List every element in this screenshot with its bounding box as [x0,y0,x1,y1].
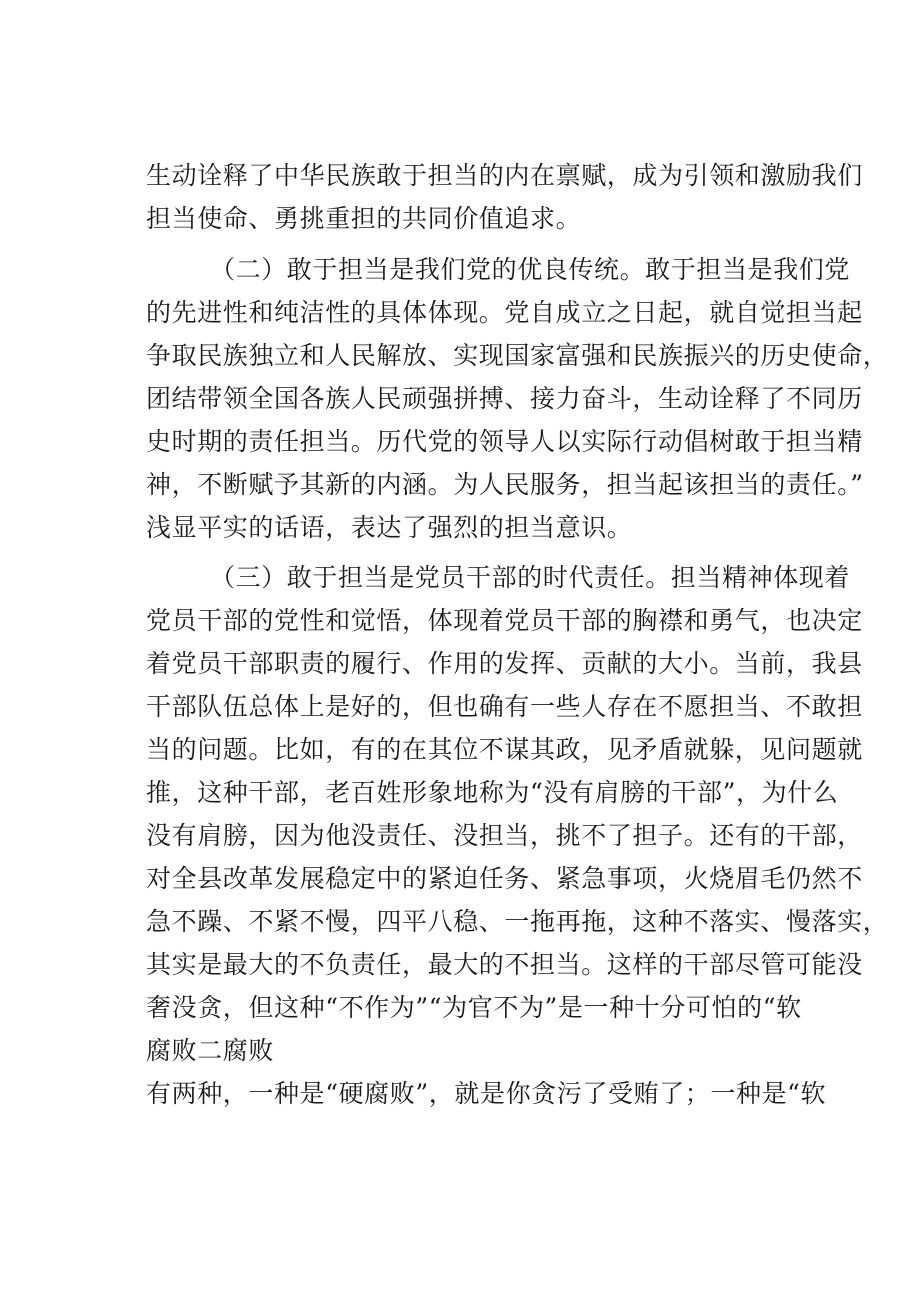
text-line: 推，这种干部，老百姓形象地称为“没有肩膀的干部”，为什么 [146,778,839,807]
text-line: 生动诠释了中华民族敢于担当的内在禀赋，成为引领和激励我们 [146,161,863,190]
text-line: 史时期的责任担当。历代党的领导人以实际行动倡树敢于担当精 [146,427,863,456]
text-line: （三）敢于担当是党员干部的时代责任。担当精神体现着 [210,563,851,592]
text-line: 奢没贪，但这种“不作为”“为官不为”是一种十分可怕的“软 [146,993,802,1022]
text-line: 干部队伍总体上是好的，但也确有一些人存在不愿担当、不敢担 [146,692,863,721]
text-line: 神，不断赋予其新的内涵。为人民服务，担当起该担当的责任。” [146,470,864,499]
text-line: 急不躁、不紧不慢，四平八稳、一拖再拖，这种不落实、慢落实， [146,907,889,936]
text-line: 没有肩膀，因为他没责任、没担当，挑不了担子。还有的干部， [146,821,863,850]
text-line: 腐败二腐败 [146,1036,275,1065]
text-line: 担当使命、勇挑重担的共同价值追求。 [146,204,582,233]
text-line: 党员干部的党性和觉悟，体现着党员干部的胸襟和勇气，也决定 [146,606,863,635]
text-line: 其实是最大的不负责任，最大的不担当。这样的干部尽管可能没 [146,950,863,979]
text-line: 当的问题。比如，有的在其位不谋其政，见矛盾就躲，见问题就 [146,735,863,764]
text-line: 浅显平实的话语，表达了强烈的担当意识。 [146,513,633,542]
text-line: 争取民族独立和人民解放、实现国家富强和民族振兴的历史使命， [146,341,889,370]
text-line: 对全县改革发展稳定中的紧迫任务、紧急事项，火烧眉毛仍然不 [146,864,863,893]
text-line: 有两种，一种是“硬腐败”，就是你贪污了受贿了；一种是“软 [146,1079,827,1108]
text-line: 团结带领全国各族人民顽强拼搏、接力奋斗，生动诠释了不同历 [146,384,863,413]
text-line: 的先进性和纯洁性的具体体现。党自成立之日起，就自觉担当起 [146,298,863,327]
text-line: （二）敢于担当是我们党的优良传统。敢于担当是我们党 [210,255,851,284]
text-line: 着党员干部职责的履行、作用的发挥、贡献的大小。当前，我县 [146,649,863,678]
